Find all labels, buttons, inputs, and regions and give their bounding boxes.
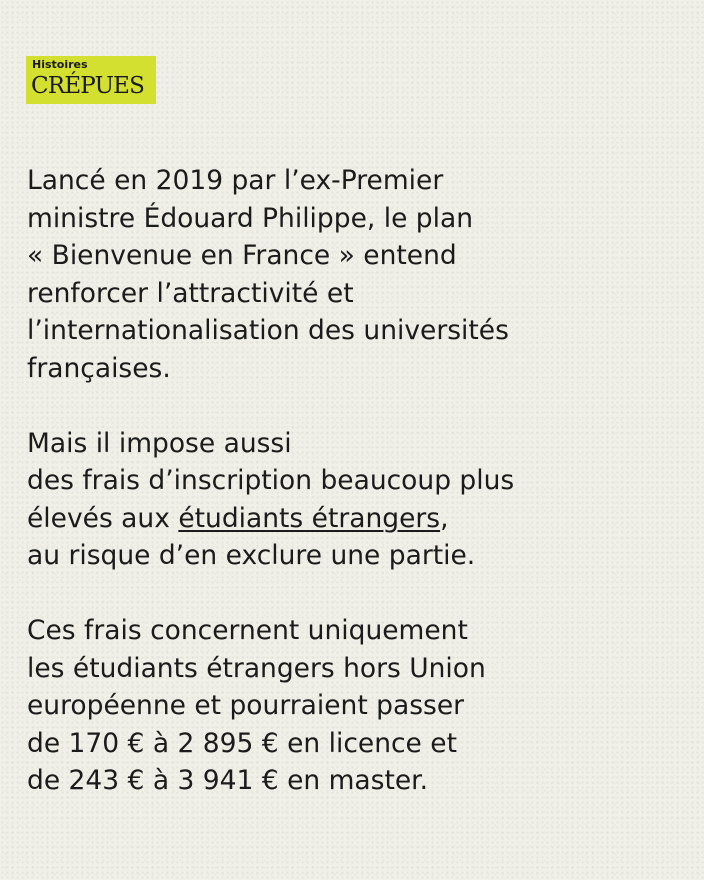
text-line: ministre Édouard Philippe, le plan — [27, 202, 474, 234]
text-line: « Bienvenue en France » entend — [27, 240, 457, 271]
text-line: de 170 € à 2 895 € en licence et — [27, 727, 457, 759]
text-line: européenne et pourraient passer — [27, 690, 465, 721]
text-line: renforcer l’attractivité et — [27, 277, 354, 309]
paragraph-intro — [27, 162, 687, 387]
etudiants-etrangers-link[interactable]: étudiants étrangers — [178, 502, 441, 534]
text-line: Mais il impose aussi — [27, 427, 292, 459]
text-line: françaises. — [27, 352, 171, 384]
text-line: Ces frais concernent uniquement — [27, 615, 468, 646]
text-line: les étudiants étrangers hors Union — [27, 652, 486, 684]
article-body — [27, 162, 687, 800]
paragraph-fees-impact — [27, 425, 687, 575]
logo-top-text: Histoires — [32, 58, 88, 71]
paragraph-fees-amounts — [27, 612, 687, 800]
text-line: au risque d’en exclure une partie. — [27, 540, 476, 571]
text-segment: élevés aux — [27, 502, 179, 534]
text-line: l’internationalisation des universités — [27, 315, 509, 346]
histoires-crepues-logo — [26, 56, 156, 104]
text-segment: , — [440, 502, 449, 534]
text-line — [27, 500, 687, 538]
text-line: de 243 € à 3 941 € en master. — [27, 765, 429, 796]
text-line: des frais d’inscription beaucoup plus — [27, 465, 515, 496]
text-line: Lancé en 2019 par l’ex-Premier — [27, 165, 444, 196]
logo-main-text: CRÉPUES — [31, 73, 145, 99]
